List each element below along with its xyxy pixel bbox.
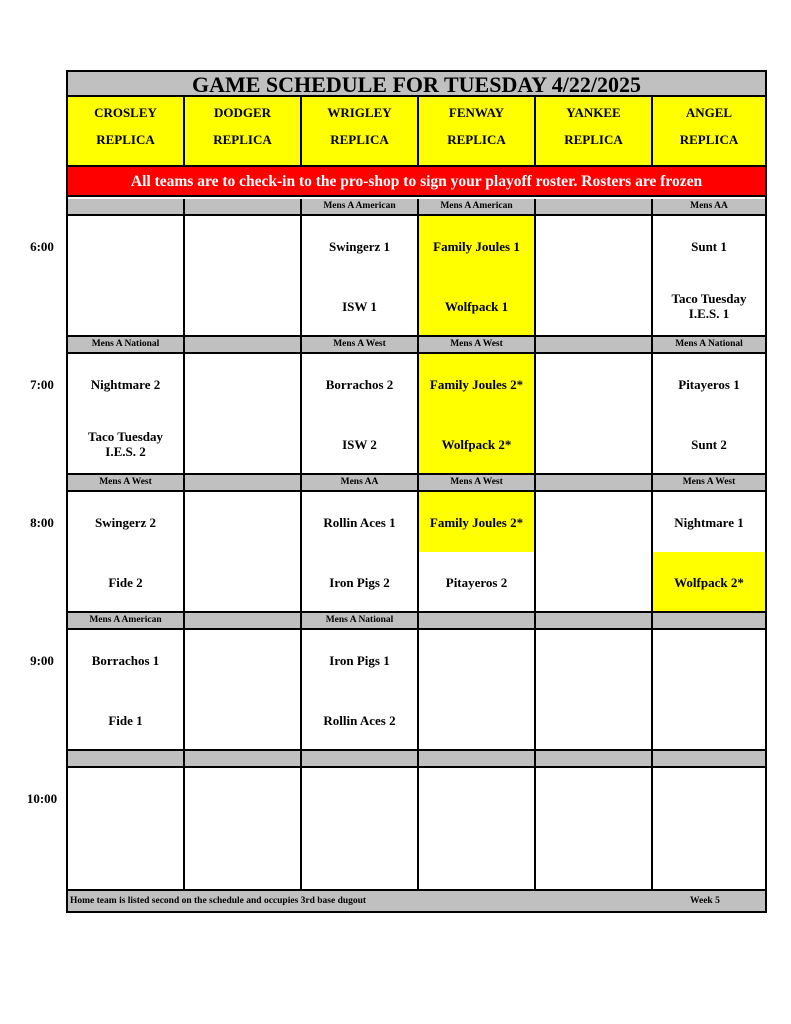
league-label: Mens A West: [68, 475, 185, 492]
field-header-crosley: [68, 97, 185, 167]
game-cell: [536, 630, 653, 751]
league-label: [185, 751, 302, 768]
league-label: [536, 475, 653, 492]
game-cell: [419, 630, 536, 751]
league-label: [185, 337, 302, 354]
field-subtitle: REPLICA: [679, 132, 739, 147]
away-team: Family Joules 1: [433, 238, 520, 254]
schedule-sheet: [66, 70, 767, 913]
home-team: Fide 1: [108, 712, 143, 728]
game-cell: [302, 492, 419, 613]
league-label: [536, 613, 653, 630]
game-cell: [653, 630, 765, 751]
field-subtitle: REPLICA: [564, 132, 623, 147]
league-label: Mens A National: [68, 337, 185, 354]
league-label: [185, 613, 302, 630]
field-header-wrigley: [302, 97, 419, 167]
game-cell: [653, 492, 765, 613]
game-cell: [302, 354, 419, 475]
league-label: Mens A National: [302, 613, 419, 630]
home-team: Sunt 2: [691, 436, 727, 452]
field-header-fenway: [419, 97, 536, 167]
away-team: Borrachos 1: [91, 652, 160, 668]
league-label: Mens A West: [419, 337, 536, 354]
home-team: Wolfpack 2*: [441, 436, 512, 452]
game-cell: [68, 768, 185, 889]
game-cell: [302, 768, 419, 889]
game-cell: [302, 216, 419, 337]
away-team: Family Joules 2*: [429, 514, 524, 530]
time-label-8-00: 8:00: [30, 514, 54, 530]
footer-week: Week 5: [690, 896, 720, 906]
league-label: Mens A West: [302, 337, 419, 354]
game-cell: [653, 354, 765, 475]
away-team: Swingerz 2: [94, 514, 157, 530]
time-label-6-00: 6:00: [30, 238, 54, 254]
field-name: DODGER: [213, 105, 272, 120]
game-cell: [185, 216, 302, 337]
field-name: FENWAY: [448, 105, 505, 120]
field-subtitle: REPLICA: [213, 132, 272, 147]
away-team: Iron Pigs 1: [329, 652, 390, 668]
away-team: Rollin Aces 1: [323, 514, 396, 530]
game-cell: [302, 630, 419, 751]
footer-bar: [68, 889, 765, 911]
league-label: [536, 751, 653, 768]
game-cell: [419, 216, 536, 337]
notice-banner: All teams are to check-in to the pro-shop to sign your playoff roster. Rosters are frozen: [68, 167, 765, 197]
league-label: [536, 337, 653, 354]
game-cell: [419, 492, 536, 613]
league-label: [419, 613, 536, 630]
game-cell: [536, 492, 653, 613]
field-subtitle: REPLICA: [447, 132, 506, 147]
league-label: Mens A West: [419, 475, 536, 492]
home-team: Fide 2: [108, 574, 143, 590]
home-team: ISW 2: [342, 436, 377, 452]
league-label: Mens AA: [653, 199, 765, 216]
league-label: Mens A American: [68, 613, 185, 630]
field-header-dodger: [185, 97, 302, 167]
field-name: CROSLEY: [94, 105, 157, 120]
home-team: Wolfpack 2*: [674, 574, 744, 590]
league-label: [68, 199, 185, 216]
game-cell: [185, 492, 302, 613]
game-cell: [68, 630, 185, 751]
field-header-yankee: [536, 97, 653, 167]
home-team: Taco Tuesday I.E.S. 1: [671, 291, 747, 321]
game-cell: [653, 768, 765, 889]
game-cell: [185, 354, 302, 475]
league-label: [536, 199, 653, 216]
game-cell: [185, 768, 302, 889]
game-cell: [68, 216, 185, 337]
league-label: [185, 199, 302, 216]
field-name: YANKEE: [566, 105, 621, 120]
league-label: Mens AA: [302, 475, 419, 492]
field-subtitle: REPLICA: [330, 132, 389, 147]
game-cell: [419, 768, 536, 889]
field-subtitle: REPLICA: [96, 132, 155, 147]
time-label-7-00: 7:00: [30, 376, 54, 392]
game-cell: [68, 354, 185, 475]
time-label-9-00: 9:00: [30, 652, 54, 668]
game-cell: [419, 354, 536, 475]
time-label-10-00: 10:00: [26, 790, 58, 806]
away-team: Family Joules 2*: [429, 376, 524, 392]
league-label: Mens A West: [653, 475, 765, 492]
home-team: Rollin Aces 2: [323, 712, 396, 728]
away-team: Swingerz 1: [328, 238, 391, 254]
game-cell: [536, 768, 653, 889]
away-team: Borrachos 2: [325, 376, 394, 392]
league-label: [419, 751, 536, 768]
league-label: [653, 751, 765, 768]
footer-note: Home team is listed second on the schedule and occupies 3rd base dugout: [70, 896, 367, 906]
league-label: Mens A American: [302, 199, 419, 216]
away-team: Nightmare 1: [674, 514, 744, 530]
game-cell: [653, 216, 765, 337]
away-team: Sunt 1: [691, 238, 727, 254]
game-cell: [536, 216, 653, 337]
field-name: ANGEL: [685, 105, 733, 120]
home-team: Taco Tuesday I.E.S. 2: [87, 429, 164, 459]
league-label: [653, 613, 765, 630]
away-team: Nightmare 2: [90, 376, 161, 392]
home-team: ISW 1: [342, 298, 377, 314]
home-team: Iron Pigs 2: [329, 574, 390, 590]
league-label: [68, 751, 185, 768]
field-header-angel: [653, 97, 765, 167]
league-label: [185, 475, 302, 492]
field-name: WRIGLEY: [327, 105, 392, 120]
game-cell: [536, 354, 653, 475]
home-team: Wolfpack 1: [444, 298, 509, 314]
home-team: Pitayeros 2: [445, 574, 508, 590]
game-cell: [185, 630, 302, 751]
league-label: Mens A National: [653, 337, 765, 354]
schedule-title: GAME SCHEDULE FOR TUESDAY 4/22/2025: [68, 72, 765, 97]
game-cell: [68, 492, 185, 613]
league-label: Mens A American: [419, 199, 536, 216]
league-label: [302, 751, 419, 768]
away-team: Pitayeros 1: [678, 376, 740, 392]
